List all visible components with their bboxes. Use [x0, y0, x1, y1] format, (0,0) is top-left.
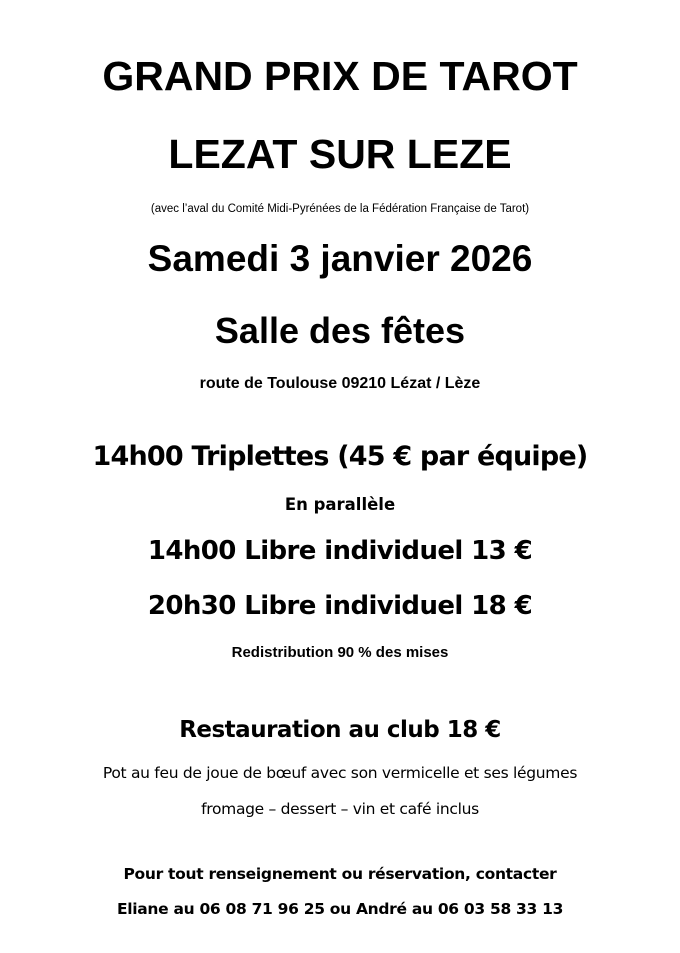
menu-line-1: Pot au feu de joue de bœuf avec son vermicelle et ses légumes [102, 764, 578, 782]
event-date: Samedi 3 janvier 2026 [147, 238, 533, 279]
redistribution-note: Redistribution 90 % des mises [231, 644, 449, 661]
title-line-2: LEZAT SUR LEZE [168, 131, 512, 177]
parallel-label: En parallèle [284, 495, 396, 514]
venue-address: route de Toulouse 09210 Lézat / Lèze [199, 375, 481, 392]
restauration-title: Restauration au club 18 € [179, 717, 501, 743]
libre-event-2: 20h30 Libre individuel 18 € [147, 591, 533, 621]
triplettes-event: 14h00 Triplettes (45 € par équipe) [92, 441, 588, 472]
endorsement-note: (avec l’aval du Comité Midi-Pyrénées de la Fédération Française de Tarot) [150, 203, 530, 215]
title-line-1: GRAND PRIX DE TAROT [102, 53, 578, 99]
menu-line-2: fromage – dessert – vin et café inclus [201, 800, 479, 818]
libre-event-1: 14h00 Libre individuel 13 € [147, 536, 533, 566]
venue-name: Salle des fêtes [214, 310, 466, 351]
contact-line-1: Pour tout renseignement ou réservation, contacter [123, 865, 557, 883]
contact-line-2: Eliane au 06 08 71 96 25 ou André au 06 03 58 33 13 [116, 900, 564, 918]
